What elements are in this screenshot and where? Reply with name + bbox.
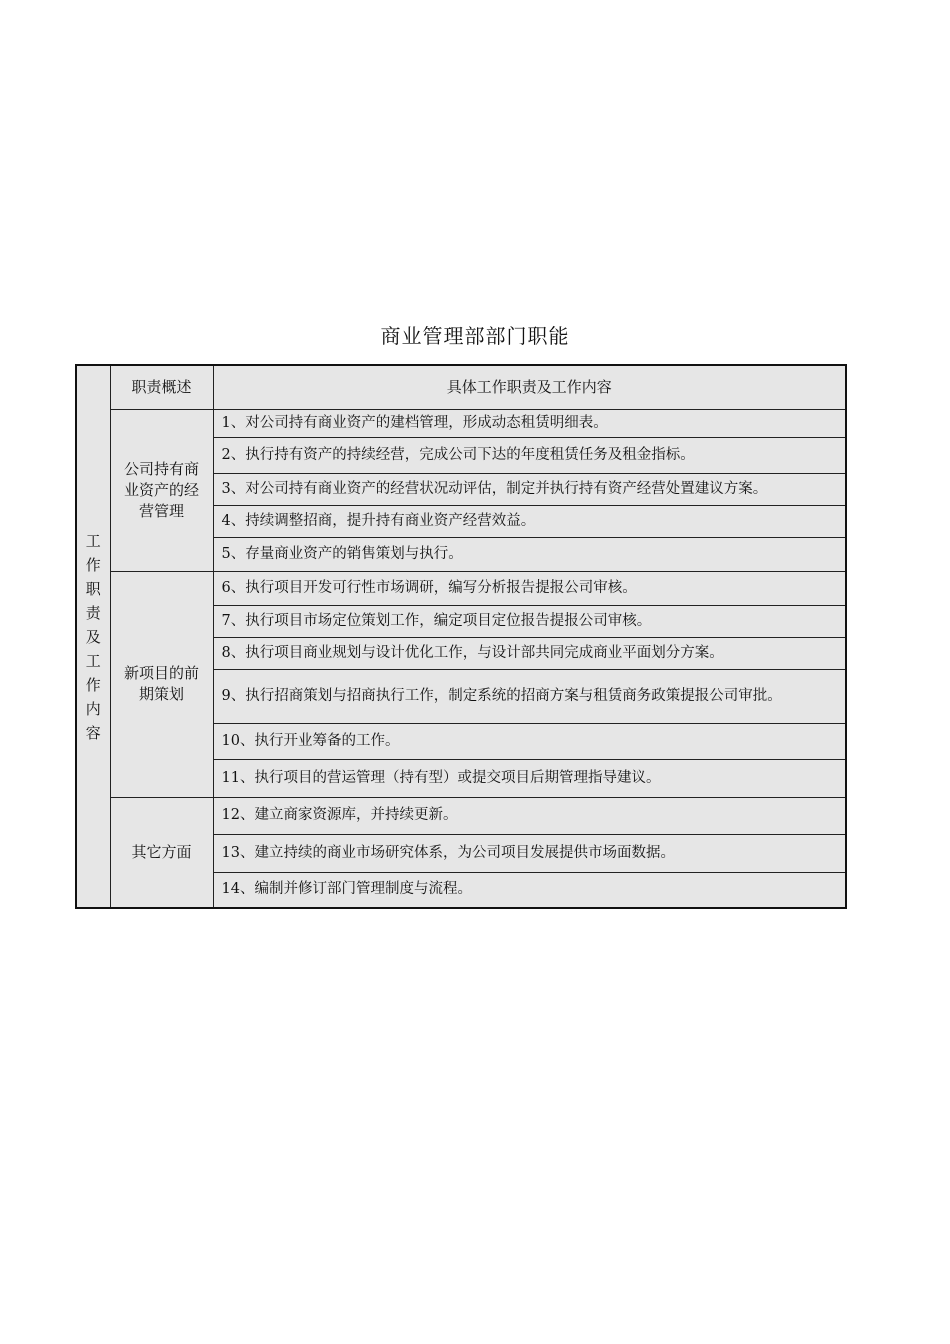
duty-item: 10、执行开业筹备的工作。	[213, 723, 846, 759]
side-label-char: 责	[85, 603, 101, 622]
side-label-char: 及	[85, 627, 101, 646]
duty-item: 5、存量商业资产的销售策划与执行。	[213, 537, 846, 571]
side-label-char: 作	[85, 675, 101, 694]
header-col1: 职责概述	[110, 365, 213, 409]
side-label-char: 作	[85, 555, 101, 574]
category-asset-management: 公司持有商业资产的经营管理	[110, 409, 213, 571]
header-col2: 具体工作职责及工作内容	[213, 365, 846, 409]
duty-item: 9、执行招商策划与招商执行工作，制定系统的招商方案与租赁商务政策提报公司审批。	[213, 669, 846, 723]
table-header-row	[76, 365, 846, 409]
duty-item: 1、对公司持有商业资产的建档管理，形成动态租赁明细表。	[213, 409, 846, 437]
duty-item: 12、建立商家资源库，并持续更新。	[213, 797, 846, 834]
document-title: 商业管理部部门职能	[380, 324, 570, 348]
duty-item: 13、建立持续的商业市场研究体系，为公司项目发展提供市场面数据。	[213, 834, 846, 872]
side-label-char: 职	[85, 579, 101, 598]
duty-item: 3、对公司持有商业资产的经营状况动评估，制定并执行持有资产经营处置建议方案。	[213, 473, 846, 505]
duty-item: 2、执行持有资产的持续经营，完成公司下达的年度租赁任务及租金指标。	[213, 437, 846, 473]
side-label-char: 容	[85, 723, 101, 742]
duty-item: 6、执行项目开发可行性市场调研，编写分析报告提报公司审核。	[213, 571, 846, 605]
table-row	[76, 409, 846, 437]
side-label-char: 工	[85, 651, 101, 670]
duty-item: 7、执行项目市场定位策划工作，编定项目定位报告提报公司审核。	[213, 605, 846, 637]
table-row	[76, 571, 846, 605]
duty-item: 4、持续调整招商，提升持有商业资产经营效益。	[213, 505, 846, 537]
duty-item: 11、执行项目的营运管理（持有型）或提交项目后期管理指导建议。	[213, 759, 846, 797]
duty-item: 14、编制并修订部门管理制度与流程。	[213, 872, 846, 908]
side-label-char: 内	[85, 699, 101, 718]
side-label-char: 工	[85, 531, 101, 550]
side-label	[76, 365, 110, 908]
category-new-project-planning: 新项目的前期策划	[110, 571, 213, 797]
table-row	[76, 797, 846, 834]
duty-item: 8、执行项目商业规划与设计优化工作，与设计部共同完成商业平面划分方案。	[213, 637, 846, 669]
category-other: 其它方面	[110, 797, 213, 908]
duties-table	[75, 364, 847, 909]
